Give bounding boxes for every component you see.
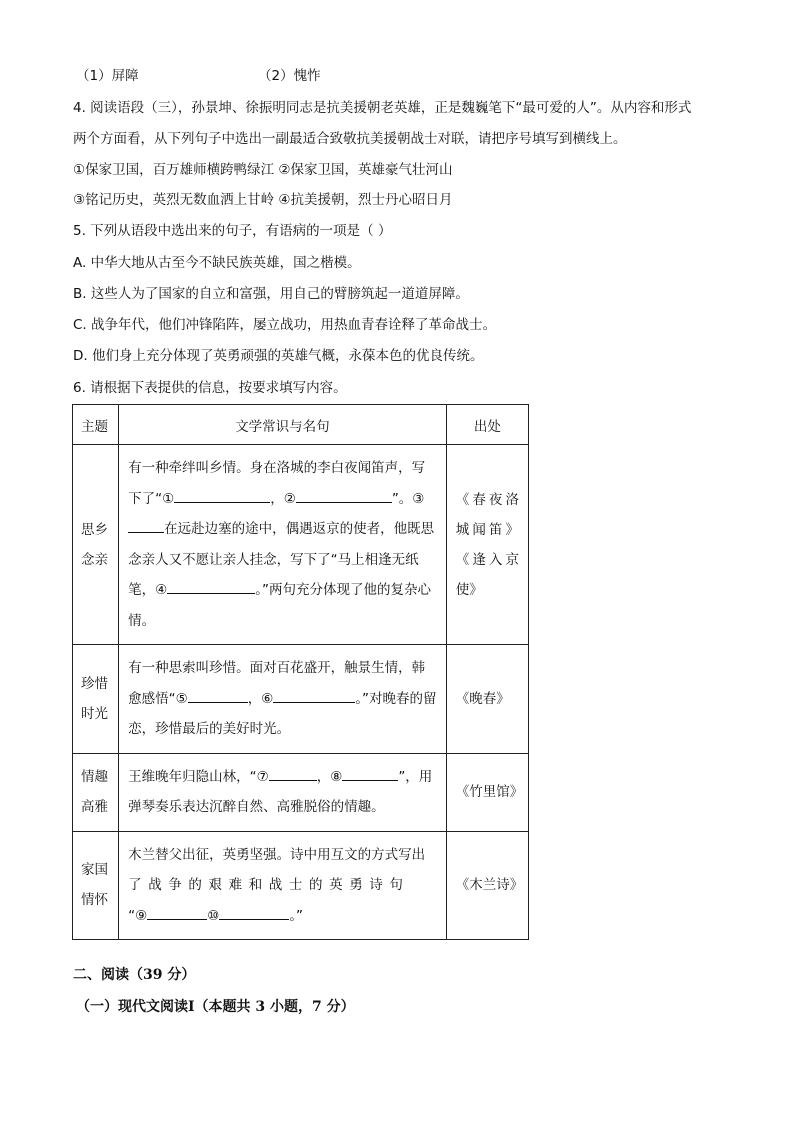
table-row xyxy=(73,445,529,645)
blank-10[interactable] xyxy=(219,905,289,920)
table-row xyxy=(73,831,529,940)
blank-1[interactable] xyxy=(174,488,270,503)
q5-option-c: C. 战争年代，他们冲锋陷阵，屡立战功，用热血青春诠释了革命战士。 xyxy=(73,317,497,333)
row-source: 《木兰诗》 xyxy=(446,831,528,940)
blank-7[interactable] xyxy=(269,766,317,781)
q6-stem: 6. 请根据下表提供的信息，按要求填写内容。 xyxy=(73,380,347,396)
table-row xyxy=(73,753,529,831)
blank-9[interactable] xyxy=(147,905,207,920)
section-subtitle: （一）现代文阅读Ⅰ（本题共 3 小题，7 分） xyxy=(76,999,355,1015)
section-title: 二、阅读（39 分） xyxy=(73,967,196,983)
table-row xyxy=(73,645,529,754)
row-theme: 家国情怀 xyxy=(73,831,119,940)
header-theme: 主题 xyxy=(73,405,119,445)
blank-5[interactable] xyxy=(188,688,248,703)
row-source: 《竹里馆》 xyxy=(446,753,528,831)
q4-stem-line1: 4. 阅读语段（三），孙景坤、徐振明同志是抗美援朝老英雄，正是魏巍笔下“最可爱的人”。从内容和形式 xyxy=(73,100,692,116)
q5-stem: 5. 下列从语段中选出来的句子，有语病的一项是（ ） xyxy=(73,223,392,239)
row-theme: 思乡念亲 xyxy=(73,445,119,645)
row-source: 《晚春》 xyxy=(446,645,528,754)
q4-options-1: ①保家卫国，百万雄师横跨鸭绿江 ②保家卫国，英雄豪气壮河山 xyxy=(73,162,453,178)
q3-item-2: （2）愧怍 xyxy=(258,68,321,84)
row-content: 有一种牵绊叫乡情。身在洛城的李白夜闻笛声，写下了“① ，② ”。③在远赴边塞的途中，偶遇返京的使者，他既思念亲人又不愿让亲人挂念，写下了“马上相逢无纸笔，④ 。”两句充分体现了他的复杂心情。 xyxy=(119,445,447,645)
blank-3[interactable] xyxy=(128,518,164,533)
table-header-row xyxy=(73,405,529,445)
row-content: 木兰替父出征，英勇坚强。诗中用互文的方式写出 了战争的艰难和战士的英勇诗句 “⑨ ⑩ 。” xyxy=(119,831,447,940)
row-content: 王维晚年归隐山林，“⑦ ，⑧ ”，用弹琴奏乐表达沉醉自然、高雅脱俗的情趣。 xyxy=(119,753,447,831)
q3-item-1: （1）屏障 xyxy=(76,68,139,84)
row-source: 《春夜洛城闻笛》《逢入京使》 xyxy=(446,445,528,645)
blank-8[interactable] xyxy=(342,766,398,781)
q4-stem-line2: 两个方面看，从下列句子中选出一副最适合致敬抗美援朝战士对联，请把序号填写到横线上。 xyxy=(73,131,627,147)
blank-6[interactable] xyxy=(273,688,355,703)
header-content: 文学常识与名句 xyxy=(119,405,447,445)
q5-option-b: B. 这些人为了国家的自立和富强，用自己的臂膀筑起一道道屏障。 xyxy=(73,286,469,302)
blank-2[interactable] xyxy=(296,488,392,503)
q4-options-2: ③铭记历史，英烈无数血洒上甘岭 ④抗美援朝，烈士丹心昭日月 xyxy=(73,192,453,208)
q6-info-table xyxy=(72,404,529,940)
row-theme: 珍惜时光 xyxy=(73,645,119,754)
blank-4[interactable] xyxy=(167,579,255,594)
header-source: 出处 xyxy=(446,405,528,445)
row-content: 有一种思索叫珍惜。面对百花盛开，触景生情，韩愈感悟“⑤ ，⑥ 。”对晚春的留恋，珍惜最后的美好时光。 xyxy=(119,645,447,754)
row-theme: 情趣高雅 xyxy=(73,753,119,831)
q5-option-d: D. 他们身上充分体现了英勇顽强的英雄气概，永葆本色的优良传统。 xyxy=(73,348,484,364)
q5-option-a: A. 中华大地从古至今不缺民族英雄，国之楷模。 xyxy=(73,255,361,271)
